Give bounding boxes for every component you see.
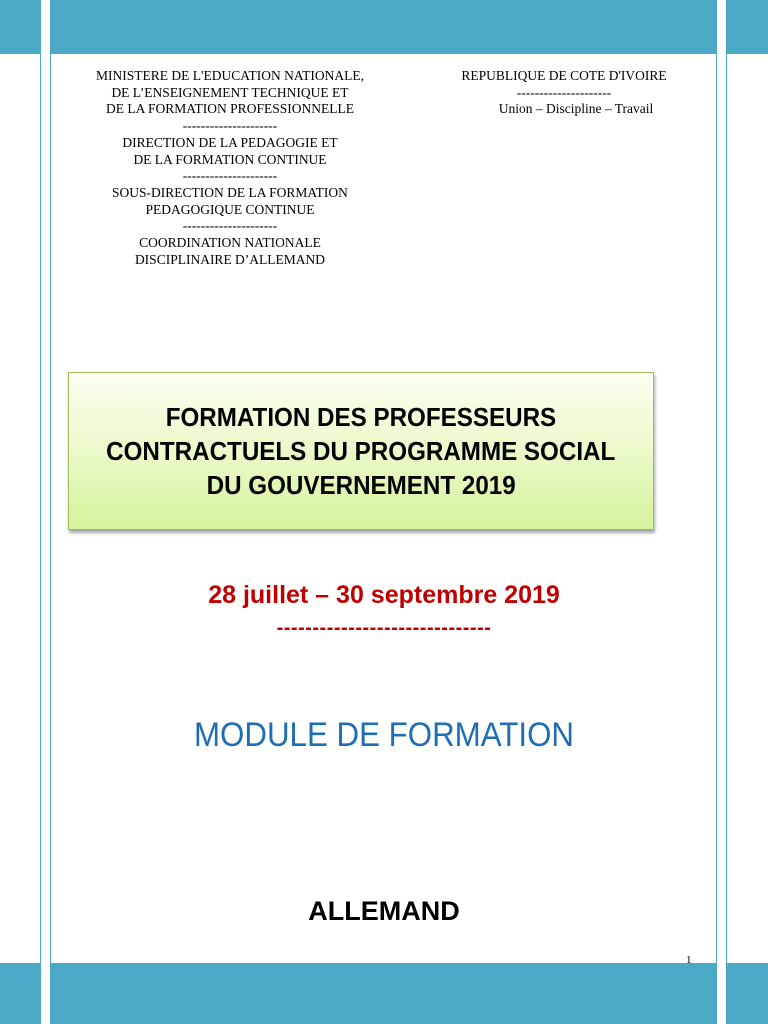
republic-name: REPUBLIQUE DE COTE D'IVOIRE <box>461 68 667 83</box>
coordination-line: COORDINATION NATIONALE <box>139 235 321 251</box>
title-line: FORMATION DES PROFESSEURS <box>165 402 557 432</box>
direction-line: DE LA FORMATION CONTINUE <box>133 151 327 167</box>
title-line: CONTRACTUELS DU PROGRAMME SOCIAL <box>106 436 616 466</box>
training-dates: 28 juillet – 30 septembre 2019 <box>208 581 560 609</box>
title-line: DU GOUVERNEMENT 2019 <box>206 470 516 500</box>
frame-line-left-inner <box>50 0 51 1024</box>
module-title: MODULE DE FORMATION <box>193 716 574 754</box>
subject-title: ALLEMAND <box>308 896 460 926</box>
bottom-band-center <box>50 963 716 1024</box>
direction-separator: --------------------- <box>182 168 278 184</box>
coordination-line: DISCIPLINAIRE D’ALLEMAND <box>134 251 326 267</box>
page-number: 1 <box>686 954 692 966</box>
top-band-left <box>0 0 40 54</box>
title-box <box>68 372 654 530</box>
republic-header <box>432 68 696 118</box>
subdirection-separator: --------------------- <box>182 218 278 234</box>
frame-line-right-outer <box>726 0 727 1024</box>
republic-separator: --------------------- <box>516 84 612 100</box>
ministry-header <box>60 68 400 268</box>
ministry-separator: --------------------- <box>182 118 278 134</box>
top-band-right <box>726 0 768 54</box>
republic-motto: Union – Discipline – Travail <box>498 101 654 117</box>
ministry-line: DE LA FORMATION PROFESSIONNELLE <box>106 101 354 117</box>
top-band-center <box>50 0 716 54</box>
ministry-line: DE L’ENSEIGNEMENT TECHNIQUE ET <box>111 84 349 100</box>
frame-line-right-inner <box>716 0 717 1024</box>
direction-line: DIRECTION DE LA PEDAGOGIE ET <box>122 134 338 150</box>
bottom-band-right <box>726 963 768 1024</box>
subdirection-line: SOUS-DIRECTION DE LA FORMATION <box>112 184 348 200</box>
dates-separator: ------------------------------ <box>276 617 492 639</box>
frame-line-left-outer <box>40 0 41 1024</box>
ministry-line: MINISTERE DE L'EDUCATION NATIONALE, <box>96 68 364 83</box>
bottom-band-left <box>0 963 40 1024</box>
subdirection-line: PEDAGOGIQUE CONTINUE <box>145 201 315 217</box>
